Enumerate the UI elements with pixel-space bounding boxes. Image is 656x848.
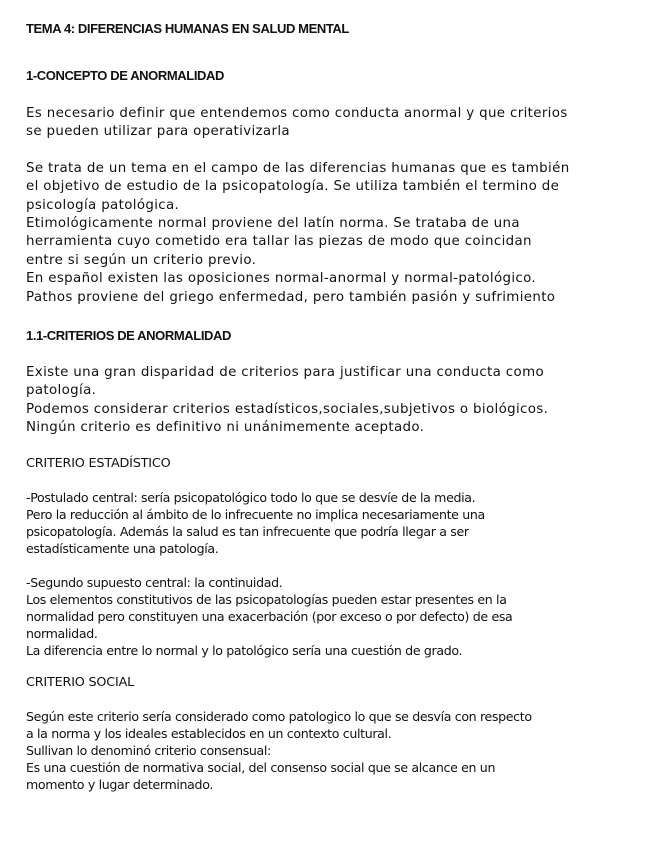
text-line: herramienta cuyo cometido era tallar las piezas de modo que coincidan [26,234,532,250]
paragraph-estadistico-1 [26,489,630,557]
paragraph-concepto [26,160,630,307]
section-heading-concepto: 1-CONCEPTO DE ANORMALIDAD [26,68,225,83]
paragraph-estadistico-2 [26,574,630,659]
text-line: En español existen las oposiciones normal-anormal y normal-patológico. [26,271,537,287]
paragraph-social [26,708,630,793]
document-page [26,20,630,793]
text-line: Pero la reducción al ámbito de lo infrecuente no implica necesariamente una [26,506,485,522]
text-line: estadísticamente una patología. [26,540,219,556]
text-line: momento y lugar determinado. [26,776,213,792]
text-line: Ningún criterio es definitivo ni unánimemente aceptado. [26,420,425,436]
paragraph-criterios [26,364,630,438]
text-line: Podemos considerar criterios estadísticos,sociales,subjetivos o biológicos. [26,401,549,417]
paragraph-intro [26,105,630,142]
section-heading-criterios: 1.1-CRITERIOS DE ANORMALIDAD [26,328,231,344]
text-line: Sullivan lo denominó criterio consensual: [26,742,271,758]
text-line: Los elementos constitutivos de las psicopatologías pueden estar presentes en la [26,591,507,607]
text-line: Se trata de un tema en el campo de las diferencias humanas que es también [26,160,570,176]
text-line: Según este criterio sería considerado como patologico lo que se desvía con respecto [26,708,532,724]
text-line: normalidad pero constituyen una exacerbación (por exceso o por defecto) de esa [26,608,513,624]
subheading-criterio-social: CRITERIO SOCIAL [26,674,135,690]
document-title: TEMA 4: DIFERENCIAS HUMANAS EN SALUD MENTAL [26,21,349,36]
text-line: La diferencia entre lo normal y lo patológico sería una cuestión de grado. [26,642,463,658]
text-line: patología. [26,383,97,399]
text-line: Pathos proviene del griego enfermedad, pero también pasión y sufrimiento [26,289,556,305]
text-line: Es necesario definir que entendemos como conducta anormal y que criterios [26,106,568,121]
text-line: normalidad. [26,625,98,641]
text-line: -Postulado central: sería psicopatológico todo lo que se desvíe de la media. [26,489,476,505]
text-line: Etimológicamente normal proviene del latín norma. Se trataba de una [26,216,520,232]
text-line: Es una cuestión de normativa social, del consenso social que se alcance en un [26,759,496,775]
text-line: psicología patológica. [26,197,180,213]
text-line: Existe una gran disparidad de criterios para justificar una conducta como [26,365,545,381]
text-line: psicopatología. Además la salud es tan infrecuente que podría llegar a ser [26,523,469,539]
text-line: se pueden utilizar para operativizarla [26,124,290,140]
text-line: el objetivo de estudio de la psicopatología. Se utiliza también el termino de [26,179,560,195]
subheading-criterio-estadistico: CRITERIO ESTADÍSTICO [26,455,171,471]
text-line: -Segundo supuesto central: la continuidad. [26,574,283,590]
text-line: a la norma y los ideales establecidos en un contexto cultural. [26,725,392,741]
text-line: entre si según un criterio previo. [26,252,257,268]
